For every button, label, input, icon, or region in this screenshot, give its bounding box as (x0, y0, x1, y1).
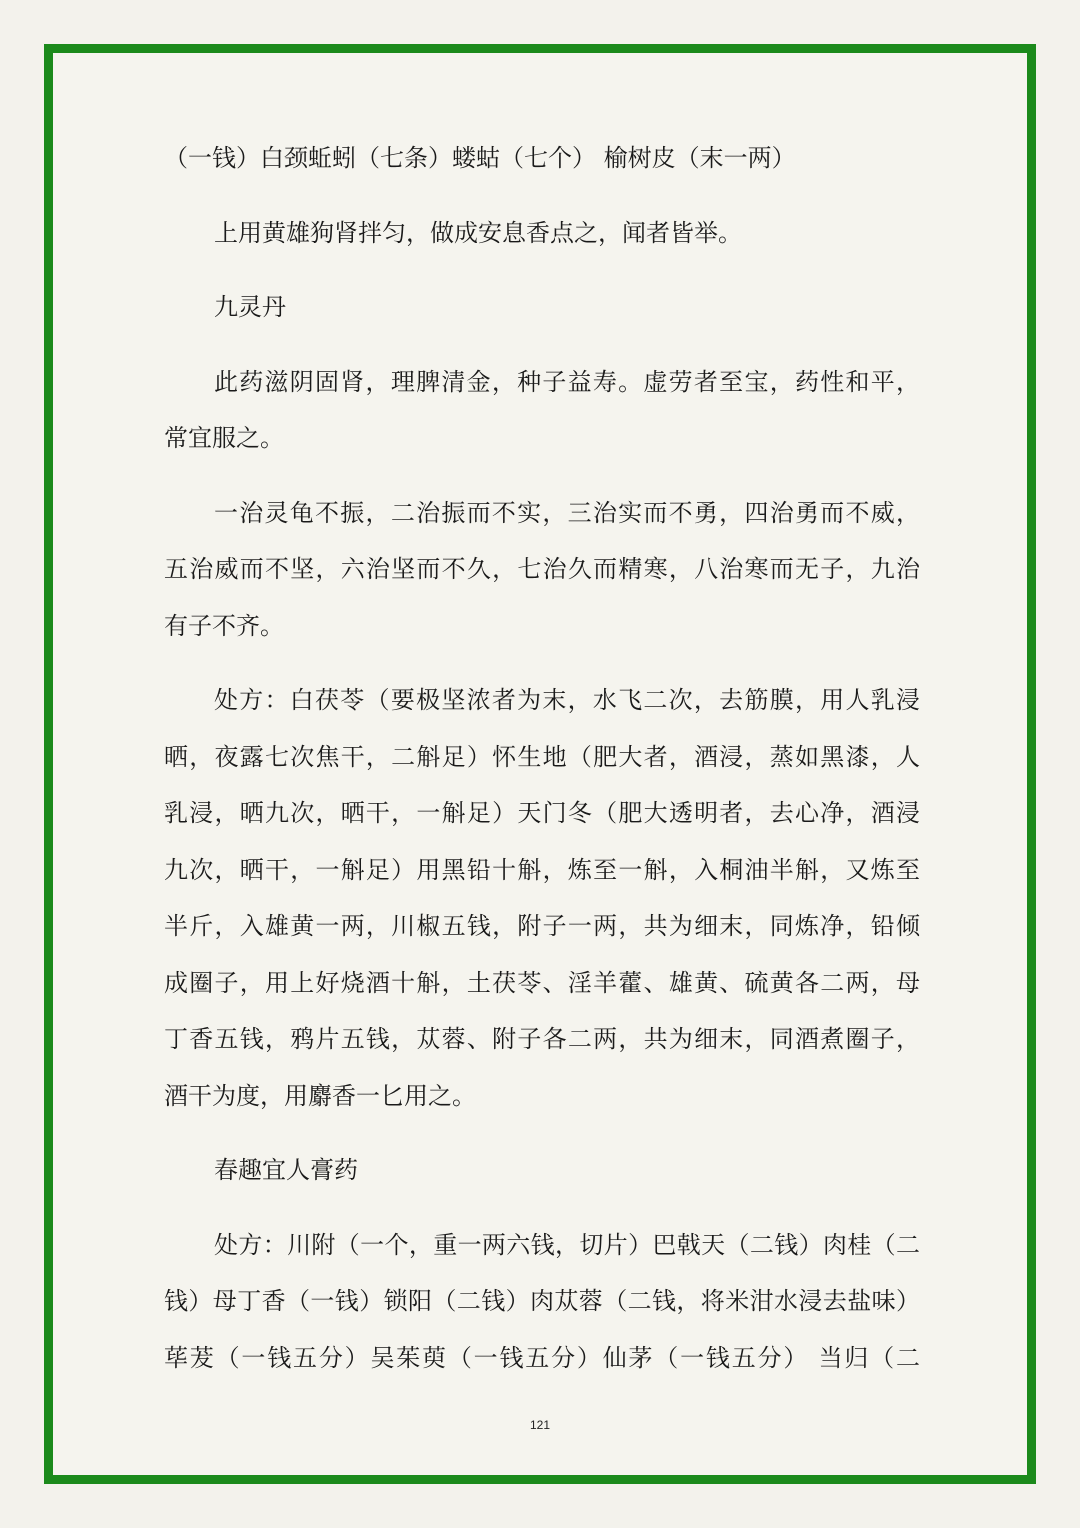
text-line: 晒，夜露七次焦干，二斛足）怀生地（肥大者，酒浸，蒸如黑漆，人 (164, 742, 920, 771)
text-line: 有子不齐。 (164, 611, 284, 640)
paragraph (164, 1142, 920, 1199)
document-body (164, 130, 920, 1404)
text-line: 成圈子，用上好烧酒十斛，土茯苓、淫羊藿、雄黄、硫黄各二两，母 (164, 968, 920, 997)
text-line: 酒干为度，用麝香一匕用之。 (164, 1081, 476, 1110)
text-line: 荜茇（一钱五分）吴茱萸（一钱五分）仙茅（一钱五分） 当归（二 (164, 1343, 920, 1372)
text-line: （一钱）白颈蚯蚓（七条）蝼蛄（七个） 榆树皮（末一两） (164, 144, 796, 172)
text-line: 钱）母丁香（一钱）锁阳（二钱）肉苁蓉（二钱，将米泔水浸去盐味） (164, 1287, 920, 1315)
text-line: 春趣宜人膏药 (214, 1156, 358, 1184)
paragraph (164, 485, 920, 655)
text-line: 乳浸，晒九次，晒干，一斛足）天门冬（肥大透明者，去心净，酒浸 (164, 799, 920, 827)
text-line: 处方：川附（一个，重一两六钱，切片）巴戟天（二钱）肉桂（二 (214, 1230, 920, 1259)
text-line: 九次，晒干，一斛足）用黑铅十斛，炼至一斛，入桐油半斛，又炼至 (164, 855, 920, 884)
paragraph (164, 205, 920, 262)
text-line: 九灵丹 (214, 293, 286, 321)
text-line: 半斤，入雄黄一两，川椒五钱，附子一两，共为细末，同炼净，铅倾 (164, 912, 920, 940)
text-line: 丁香五钱，鸦片五钱，苁蓉、附子各二两，共为细末，同酒煮圈子， (164, 1025, 920, 1053)
text-line: 此药滋阴固肾，理脾清金，种子益寿。虚劳者至宝，药性和平， (214, 367, 920, 396)
text-line: 上用黄雄狗肾拌匀，做成安息香点之，闻者皆举。 (214, 218, 742, 247)
paragraph (164, 279, 920, 336)
page-number: 121 (529, 1418, 551, 1432)
paragraph (164, 354, 920, 467)
text-line: 五治威而不坚，六治坚而不久，七治久而精寒，八治寒而无子，九治 (164, 555, 920, 583)
paragraph (164, 672, 920, 1124)
text-line: 一治灵龟不振，二治振而不实，三治实而不勇，四治勇而不威， (214, 498, 920, 527)
text-line: 常宜服之。 (164, 424, 284, 452)
paragraph (164, 1217, 920, 1387)
text-line: 处方：白茯苓（要极坚浓者为末，水飞二次，去筋膜，用人乳浸 (214, 686, 920, 714)
paragraph (164, 130, 920, 187)
